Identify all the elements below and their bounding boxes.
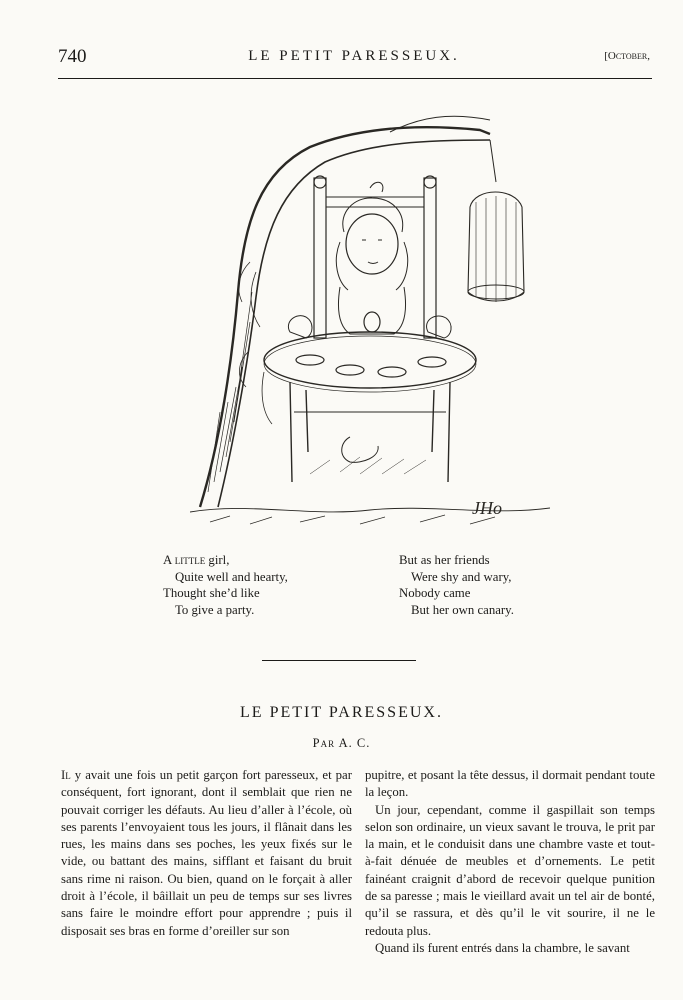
page-header [58, 46, 650, 70]
running-title: LE PETIT PARESSEUX. [248, 48, 460, 64]
party-illustration [190, 112, 550, 540]
opening-words: Il [61, 768, 71, 782]
poem-line: Quite well and hearty, [175, 569, 288, 584]
article-byline [0, 736, 683, 751]
article-column-left [61, 767, 352, 940]
article-title: LE PETIT PARESSEUX. [240, 704, 443, 721]
byline-prefix: Par [312, 736, 336, 750]
poem-line [163, 552, 363, 569]
poem-line: Nobody came [399, 586, 471, 600]
header-rule [58, 78, 652, 79]
poem-line: Were shy and wary, [411, 569, 512, 584]
paragraph: Quand ils furent entrés dans la chambre, le savant [375, 940, 630, 955]
artist-signature: JHo [472, 498, 502, 518]
paragraph: Un jour, cependant, comme il gaspillait son temps selon son ordinaire, un vieux savant le trouva, le prit par la main, et le conduisit dans une chambre vaste et tout-à-fait dénuée de meubles et d’ornements. Le petit fainéant craignit d’abord de recevoir quelque punition de sa paresse ; mais le vieillard avait un tel air de bonté, qu’il se rassura, et dès qu’il le vit sourire, il ne le redouta plus. [365, 802, 655, 938]
paragraph: pupitre, et posant la tête dessus, il dormait pendant toute la leçon. [365, 768, 655, 800]
poem-first-words: A little [163, 553, 206, 567]
poem-line: But her own canary. [411, 602, 514, 617]
poem-right-stanza [399, 552, 599, 618]
poem-left-stanza [163, 552, 363, 618]
paragraph [61, 767, 352, 940]
page-number: 740 [58, 46, 87, 67]
poem-line: Thought she’d like [163, 586, 260, 600]
month-text: [October, [604, 50, 650, 62]
section-divider [262, 660, 416, 661]
paragraph-text: y avait une fois un petit garçon fort paresseux, et par conséquent, fort ignorant, dont il semblait que rien ne pouvait corriger les défauts. Au lieu d’aller à l’école, où ses parents l’envoyaient tous les jours, il flânait dans les rues, les mains dans ses poches, les yeux fixés sur le vide, ou battant des mains, sifflant et faisant du bruit sans rime ni raison. Ou bien, quand on le forçait à aller droit à l’école, il bâillait un peu de temps sur ses livres sans faire le moindre effort pour apprendre ; puis il disposait ses bras en forme d’oreiller sur son [61, 768, 352, 938]
byline-author: A. C. [335, 736, 371, 750]
poem-line: But as her friends [399, 553, 490, 567]
poem-line: To give a party. [175, 602, 255, 617]
article-column-right [365, 767, 655, 957]
poem-line-rest: girl, [205, 553, 230, 567]
month-label [604, 50, 650, 62]
